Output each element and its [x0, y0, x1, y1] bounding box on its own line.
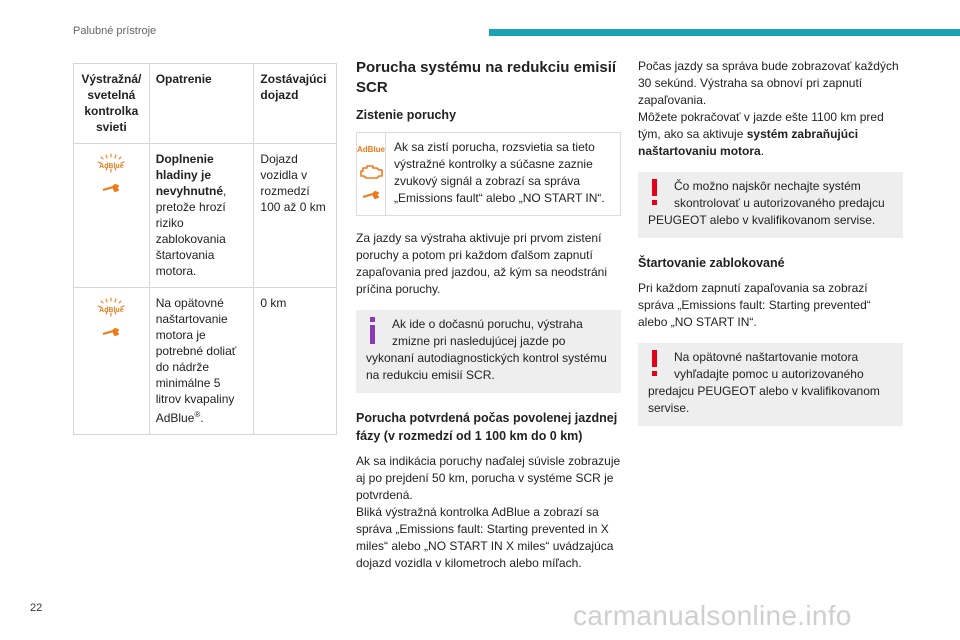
exclamation-icon: [648, 350, 662, 378]
paragraph: Pri každom zapnutí zapaľovania sa zobrazí správa „Emissions fault: Starting prevented“ alebo „NO START IN“.: [638, 281, 871, 329]
paragraph-end: .: [760, 144, 765, 158]
header-accent-bar: [489, 29, 960, 36]
paragraph: [638, 109, 903, 160]
paragraph: Za jazdy sa výstraha aktivuje pri prvom zistení poruchy a potom pri každom ďalšom zapnutí zapaľovania pred jazdou, až kým sa neodstráni príčina poruchy.: [356, 231, 607, 296]
header-action: Opatrenie: [149, 64, 254, 144]
warning-note: [638, 343, 903, 426]
registered-mark: ®: [194, 410, 201, 419]
adblue-label-icon: AdBlue: [357, 145, 385, 154]
wrench-icon: [102, 327, 120, 337]
right-column: [638, 58, 903, 442]
table-cell-action: [149, 288, 254, 435]
table-row: [74, 288, 337, 435]
adblue-warning-icon: [97, 153, 125, 173]
table-cell-action: [149, 144, 254, 288]
info-note: [356, 310, 621, 393]
detect-heading: Zistenie poruchy: [356, 108, 457, 122]
paragraph: Ak sa indikácia poruchy naďalej súvisle zobrazuje aj po prejdení 50 km, porucha v systéme SCR je potvrdená.: [356, 454, 621, 502]
exclamation-icon: [648, 179, 662, 207]
warning-note: [638, 172, 903, 238]
warning-lights-text: Ak sa zistí porucha, rozsvietia sa tieto výstražné kontrolky a súčasne zaznie zvukový signál a zobrazí sa správa „Emissions fault“ alebo „NO START IN“.: [394, 140, 605, 205]
table-header-row: [74, 64, 337, 144]
paragraph-text: Môžete pokračovať v jazde ešte 1100 km pred tým, ako sa aktivuje: [638, 110, 884, 141]
section-title: Palubné prístroje: [73, 25, 157, 37]
table-cell-icons: [74, 288, 150, 435]
warning-lights-icons: [357, 133, 386, 215]
warning-table: [73, 63, 337, 435]
middle-column: [356, 58, 621, 584]
warning-note-text: Čo možno najskôr nechajte systém skontrolovať u autorizovaného predajcu PEUGEOT alebo v kvalifikovanom servise.: [648, 179, 885, 227]
table-cell-range: 0 km: [254, 288, 337, 435]
scr-fault-title: Porucha systému na redukciu emisií SCR: [356, 59, 617, 96]
adblue-icon-label: AdBlue: [99, 163, 124, 170]
page-number: 22: [30, 602, 43, 614]
action-text: , pretože hrozí riziko zablokovania štartovania motora.: [155, 184, 227, 278]
table-cell-icons: [74, 144, 150, 288]
header-remaining-range: Zostávajúci dojazd: [254, 64, 337, 144]
action-text: Na opätovné naštartovanie motora je potrebné doliať do nádržе minimálne 5 litrov kvapaliny AdBlue: [155, 296, 237, 425]
warning-lights-box: [356, 132, 621, 216]
table-cell-range: Dojazd vozidla v rozmedzí 100 až 0 km: [254, 144, 337, 288]
adblue-icon-label: AdBlue: [99, 307, 124, 314]
paragraph: Počas jazdy sa správa bude zobrazovať každých 30 sekúnd. Výstraha sa obnoví pri zapnutí zapaľovania.: [638, 59, 899, 107]
wrench-icon: [102, 183, 120, 193]
blocked-start-heading: Štartovanie zablokované: [638, 256, 785, 270]
paragraph-bold: systém zabraňujúci naštartovaniu motora: [638, 127, 859, 158]
watermark: carmanualsonline.info: [573, 600, 852, 631]
warning-note-text: Na opätovné naštartovanie motora vyhľadajte pomoc u autorizovaného predajcu PEUGEOT alebo v kvalifikovanom servise.: [648, 350, 880, 415]
confirmed-fault-heading: Porucha potvrdená počas povolenej jazdnej fázy (v rozmedzí od 1 100 km do 0 km): [356, 411, 618, 443]
engine-icon: [358, 162, 384, 182]
table-row: [74, 144, 337, 288]
action-end: .: [200, 411, 204, 425]
info-icon: [366, 317, 380, 345]
adblue-warning-icon: [97, 297, 125, 317]
info-note-text: Ak ide o dočasnú poruchu, výstraha zmizne pri nasledujúcej jazde po vykonaní autodiagnostických kontrol systému na redukciu emisií SCR.: [366, 317, 607, 382]
action-bold-text: Doplnenie hladiny je nevyhnutné: [155, 152, 224, 198]
paragraph: Bliká výstražná kontrolka AdBlue a zobrazí sa správa „Emissions fault: Starting prevented in X miles“ alebo „NO START IN X miles“ uvádzajúca dojazd vozidla v kilometroch alebo míľach.: [356, 505, 614, 570]
wrench-icon: [362, 190, 380, 200]
header-warning-light: Výstražná/ svetelná kontrolka svieti: [74, 64, 150, 144]
